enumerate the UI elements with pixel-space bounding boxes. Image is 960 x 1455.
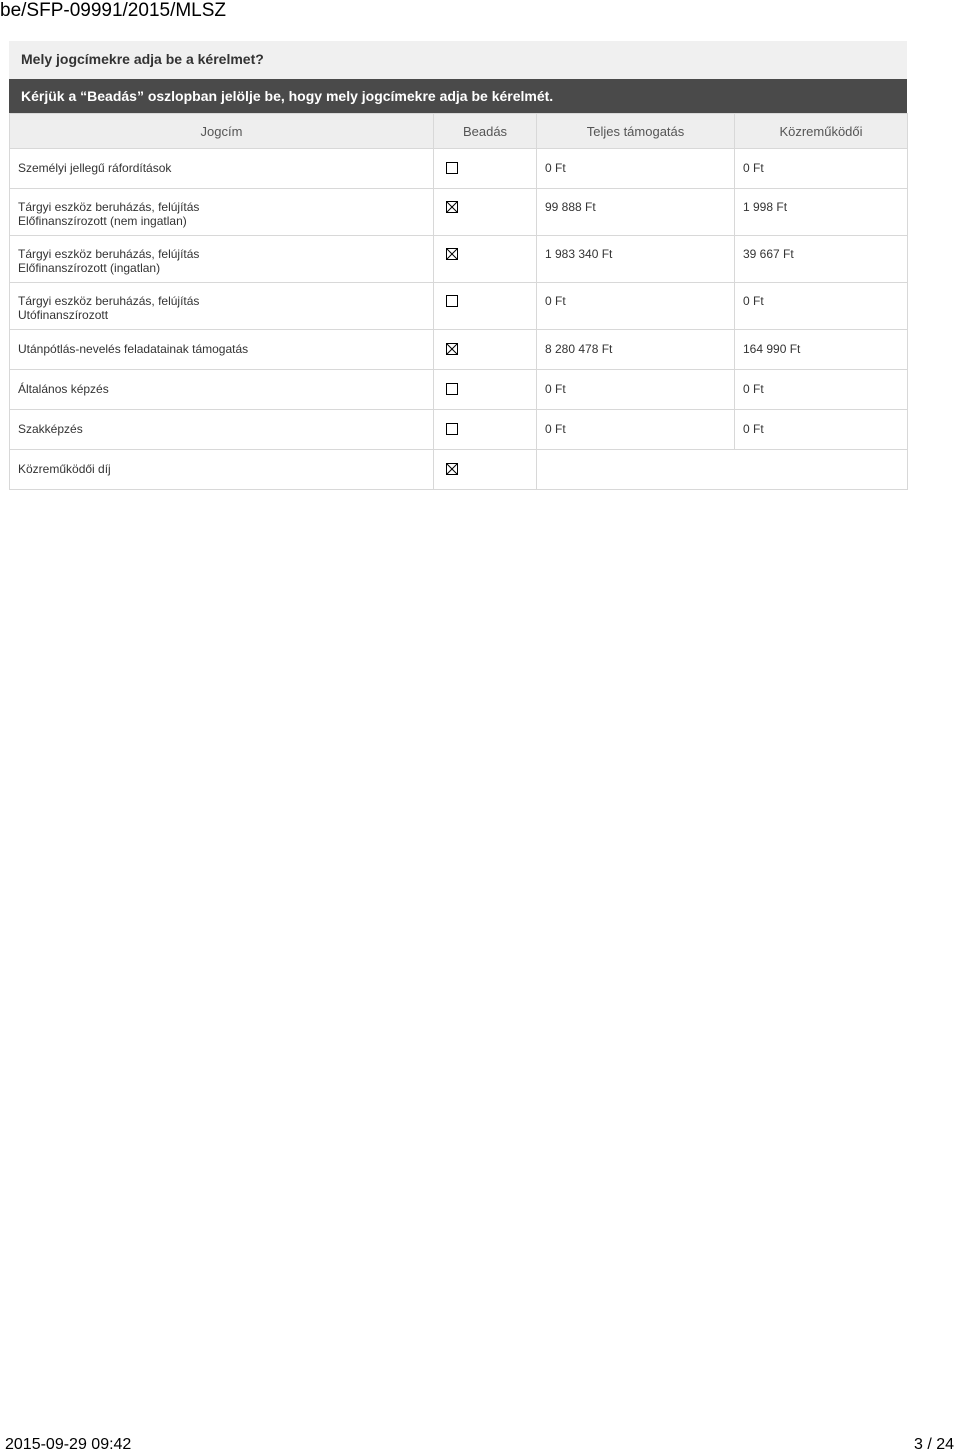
total-support-value: 99 888 Ft <box>545 200 596 214</box>
checkbox-checked-icon[interactable] <box>446 201 458 213</box>
submit-cell <box>434 330 537 370</box>
total-support-cell <box>537 370 735 410</box>
checkbox-unchecked-icon[interactable] <box>446 162 458 174</box>
row-title-cell <box>10 410 434 450</box>
submit-cell <box>434 410 537 450</box>
fee-value: 164 990 Ft <box>743 342 801 356</box>
row-title: Általános képzés <box>18 382 109 396</box>
row-subtitle: Utófinanszírozott <box>18 308 109 322</box>
row-subtitle: Előfinanszírozott (nem ingatlan) <box>18 214 187 228</box>
table-row <box>10 450 908 490</box>
footer-timestamp: 2015-09-29 09:42 <box>5 1436 132 1453</box>
total-support-cell <box>537 410 735 450</box>
submit-cell <box>434 370 537 410</box>
row-title-cell <box>10 283 434 330</box>
submit-cell <box>434 189 537 236</box>
row-title-cell <box>10 149 434 189</box>
fee-cell <box>735 236 908 283</box>
row-subtitle: Előfinanszírozott (ingatlan) <box>18 261 161 275</box>
table-row <box>10 330 908 370</box>
row-title: Személyi jellegű ráfordítások <box>18 161 172 175</box>
header-teljes-tamogatas: Teljes támogatás <box>537 114 735 149</box>
document-id: be/SFP-09991/2015/MLSZ <box>0 0 227 21</box>
merged-empty-cell <box>537 450 908 490</box>
submit-cell <box>434 450 537 490</box>
section-instruction: Kérjük a “Beadás” oszlopban jelölje be, hogy mely jogcímekre adja be kérelmét. <box>9 79 907 113</box>
fee-cell <box>735 330 908 370</box>
total-support-cell <box>537 236 735 283</box>
submit-cell <box>434 236 537 283</box>
table-row <box>10 370 908 410</box>
row-title: Közreműködői díj <box>18 462 111 476</box>
row-title: Tárgyi eszköz beruházás, felújítás <box>18 247 200 261</box>
fee-value: 0 Ft <box>743 161 764 175</box>
row-title-cell <box>10 370 434 410</box>
row-title: Szakképzés <box>18 422 83 436</box>
submit-cell <box>434 283 537 330</box>
row-title: Utánpótlás-nevelés feladatainak támogatás <box>18 342 249 356</box>
header-kozremukodoi: Közreműködői <box>735 114 908 149</box>
row-title: Tárgyi eszköz beruházás, felújítás <box>18 294 200 308</box>
row-title-cell <box>10 330 434 370</box>
fee-cell <box>735 149 908 189</box>
request-section <box>9 41 907 490</box>
checkbox-unchecked-icon[interactable] <box>446 295 458 307</box>
fee-cell <box>735 283 908 330</box>
table-row <box>10 410 908 450</box>
grant-table <box>9 113 908 490</box>
fee-cell <box>735 370 908 410</box>
total-support-cell <box>537 330 735 370</box>
table-header-row <box>10 114 908 149</box>
total-support-value: 0 Ft <box>545 294 566 308</box>
fee-value: 1 998 Ft <box>743 200 788 214</box>
header-jogcim: Jogcím <box>10 114 434 149</box>
row-title: Tárgyi eszköz beruházás, felújítás <box>18 200 200 214</box>
total-support-value: 1 983 340 Ft <box>545 247 613 261</box>
checkbox-checked-icon[interactable] <box>446 343 458 355</box>
fee-cell <box>735 189 908 236</box>
fee-value: 0 Ft <box>743 422 764 436</box>
row-title-cell <box>10 450 434 490</box>
total-support-cell <box>537 283 735 330</box>
fee-value: 0 Ft <box>743 294 764 308</box>
total-support-value: 0 Ft <box>545 422 566 436</box>
total-support-cell <box>537 189 735 236</box>
checkbox-checked-icon[interactable] <box>446 463 458 475</box>
fee-value: 0 Ft <box>743 382 764 396</box>
row-title-cell <box>10 189 434 236</box>
row-title-cell <box>10 236 434 283</box>
header-beadas: Beadás <box>434 114 537 149</box>
checkbox-unchecked-icon[interactable] <box>446 383 458 395</box>
fee-value: 39 667 Ft <box>743 247 794 261</box>
table-row <box>10 149 908 189</box>
fee-cell <box>735 410 908 450</box>
total-support-value: 8 280 478 Ft <box>545 342 613 356</box>
submit-cell <box>434 149 537 189</box>
total-support-cell <box>537 149 735 189</box>
footer-page-number: 3 / 24 <box>913 1436 954 1453</box>
table-row <box>10 236 908 283</box>
total-support-value: 0 Ft <box>545 161 566 175</box>
checkbox-unchecked-icon[interactable] <box>446 423 458 435</box>
total-support-value: 0 Ft <box>545 382 566 396</box>
section-title: Mely jogcímekre adja be a kérelmet? <box>9 41 907 79</box>
table-row <box>10 189 908 236</box>
checkbox-checked-icon[interactable] <box>446 248 458 260</box>
table-row <box>10 283 908 330</box>
